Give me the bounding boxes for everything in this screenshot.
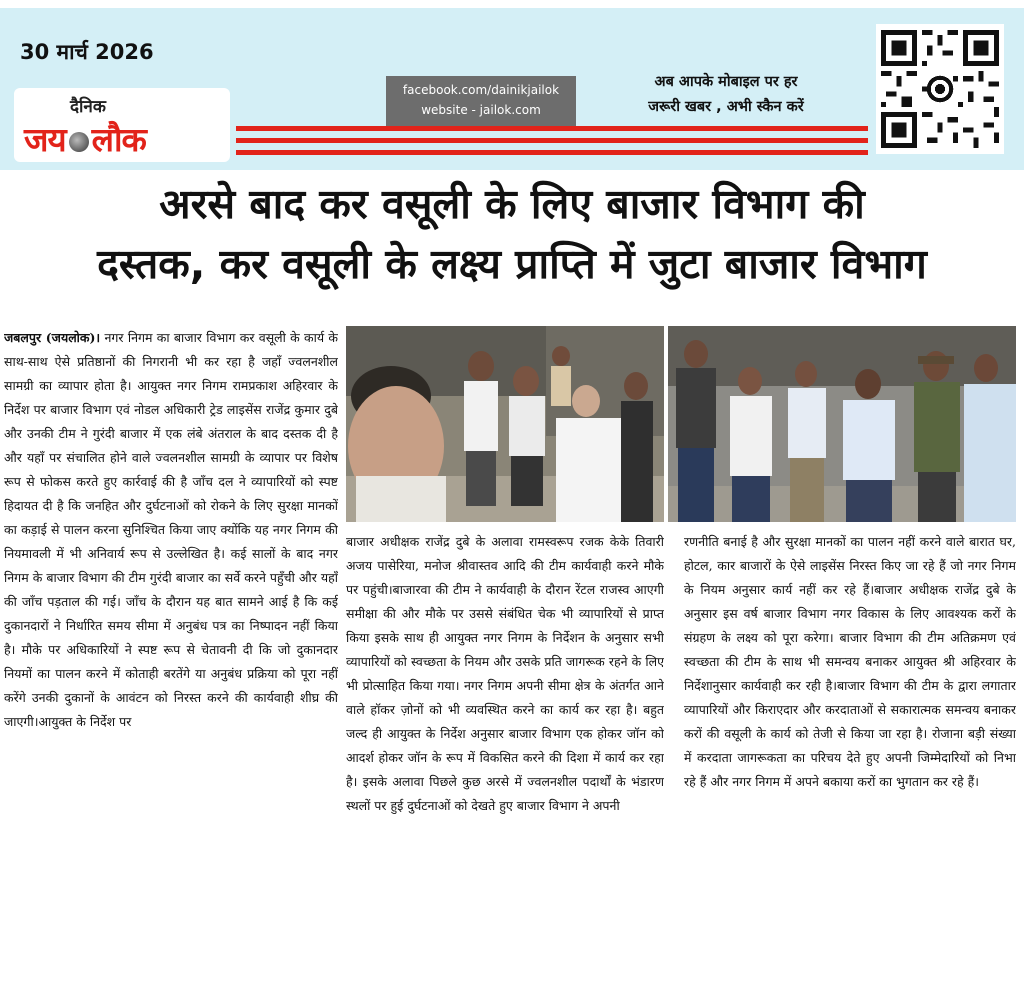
qr-code-icon[interactable] [876, 24, 1004, 154]
issue-date: 30 मार्च 2026 [20, 40, 154, 64]
headline-line1: अरसे बाद कर वसूली के लिए बाजार विभाग की [159, 180, 865, 228]
website-link[interactable]: website - jailok.com [421, 103, 541, 117]
officials-group-photo [668, 326, 1016, 522]
logo-word-right: लौक [91, 120, 146, 159]
contact-box [386, 76, 576, 128]
logo-word-left: जय [24, 120, 66, 159]
market-inspection-photo [346, 326, 664, 522]
article-column-2 [346, 530, 664, 992]
article-column-1-text: नगर निगम का बाजार विभाग कर वसूली के कार्य के साथ-साथ ऐसे प्रतिष्ठानों की निगरानी भी कर रहा है जहाँ ज्वलनशील सामग्री का व्यापार होता है। आयुक्त नगर निगम रामप्रकाश अहिरवार के निर्देश पर बाजार विभाग एवं नोडल अधिकारी ट्रेड लाइसेंस राजेंद्र कुमार दुबे और उनकी टीम ने गुरंदी बाजार में एक लंबे अंतराल के बाद दस्तक दी है और यहाँ पर संचालित होने वाले ज्वलनशील सामग्री के व्यापार पर विशेष रूप से फोकस करते हुए कार्रवाई की है जाँच दल ने व्यापारियों को स्पष्ट हिदायत दी है कि जनहित और दुर्घटनाओं को रोकने के लिए सुरक्षा मानकों का कड़ाई से पालन करना सुनिश्चित किया जाए क्योंकि यह नगर निगम की नियमावली में भी अनिवार्य रूप से उल्लेखित है। कई सालों के बाद नगर निगम के बाजार विभाग की टीम गुरंदी बाजार का सर्वे करने पहुँची और यहाँ की जाँच पड़ताल की गई। जाँच के दौरान यह बात सामने आई है कि कई दुकानदारों ने निर्धारित समय सीमा में अनुबंध पत्र का निष्पादन नहीं किया है। मौके पर अधिकारियों ने स्पष्ट रूप से चेतावनी दी कि जो दुकानदार नियमों का पालन करने में कोताही बरतेंगे या अनुबंध प्रक्रिया को पूरा नहीं करेंगे उनकी दुकानों के आवंटन को निरस्त करने की कार्यवाही शीघ्र की जाएगी।आयुक्त के निर्देश पर [4, 330, 338, 729]
headline [0, 174, 1024, 294]
logo-wordmark [24, 116, 146, 161]
globe-icon [69, 132, 89, 152]
scan-prompt-line1: अब आपके मोबाइल पर हर [654, 74, 798, 90]
dateline: जबलपुर (जयलोक)। [4, 330, 101, 345]
red-rule-top [236, 126, 868, 131]
logo-prefix: दैनिक [70, 97, 106, 117]
newspaper-logo[interactable] [14, 88, 230, 162]
red-rule-bottom [236, 150, 868, 155]
facebook-link[interactable]: facebook.com/dainikjailok [402, 83, 560, 97]
scan-prompt-line2: जरूरी खबर , अभी स्कैन करें [648, 99, 804, 115]
article-column-3 [684, 530, 1016, 992]
article-column-1 [4, 326, 338, 992]
masthead [0, 8, 1024, 170]
headline-line2: दस्तक, कर वसूली के लक्ष्य प्राप्ति में जुटा बाजार विभाग [97, 240, 927, 288]
red-rule-middle [236, 138, 868, 143]
article-column-2-text: बाजार अधीक्षक राजेंद्र दुबे के अलावा रामस्वरूप रजक केके तिवारी अजय पासेरिया, मनोज श्रीवास्तव आदि की टीम कार्यवाही करने मौके पर पहुंची।बाजारवा की टीम ने कार्यवाही के दौरान रेंटल राजस्व आएगी समीक्षा की और मौके पर उससे संबंधित चेक भी व्यापारियों से प्राप्त किया इसके साथ ही आयुक्त नगर निगम के निर्देशन के अनुसार सभी व्यापारियों को स्वच्छता के नियम और उसके प्रति जागरूक रहने के लिए भी प्रोत्साहित किया गया। नगर निगम अपनी सीमा क्षेत्र के अंतर्गत आने वाले हॉकर ज़ोनों को भी व्यवस्थित करने का कार्य कर रहा है। बहुत जल्द ही आयुक्त के निर्देश अनुसार बाजार विभाग एक होकर जॉन को आदर्श होकर जॉन के रूप में विकसित करने की दिशा में कार्य कर रहा है। इसके अलावा पिछले कुछ अरसे में ज्वलनशील पदार्थों के भंडारण स्थलों पर हुई दुर्घटनाओं को देखते हुए बाजार विभाग ने अपनी [346, 534, 664, 813]
article-column-3-text: रणनीति बनाई है और सुरक्षा मानकों का पालन नहीं करने वाले बारात घर, होटल, कार बाजारों के ऐसे लाइसेंस निरस्त किए जा रहे हैं जो नगर निगम के नियम अनुसार कार्य नहीं कर रहे हैं।बाजार अधीक्षक राजेंद्र दुबे के अनुसार इस वर्ष बाजार विभाग नगर विकास के लिए आवश्यक करों के संग्रहण के लक्ष्य को पूरा करेगा। बाजार विभाग की टीम अतिक्रमण एवं स्वच्छता की टीम के साथ भी समन्वय बनाकर आयुक्त श्री अहिरवार के निर्देशानुसार कार्यवाही कर रही है।बाजार विभाग की टीम के द्वारा लगातार व्यापारियों और किराएदार और करदाताओं से सकारात्मक समन्वय बनाकर करों की वसूली के कार्य को तेजी से किया जा रहा है। रोजाना बड़ी संख्या में करदाता जागरूकता का परिचय देते हुए अपनी जिम्मेदारियों को निभा रहे हैं और नगर निगम में अपने बकाया करों का भुगतान कर रहे हैं। [684, 534, 1016, 789]
scan-prompt [590, 70, 862, 120]
